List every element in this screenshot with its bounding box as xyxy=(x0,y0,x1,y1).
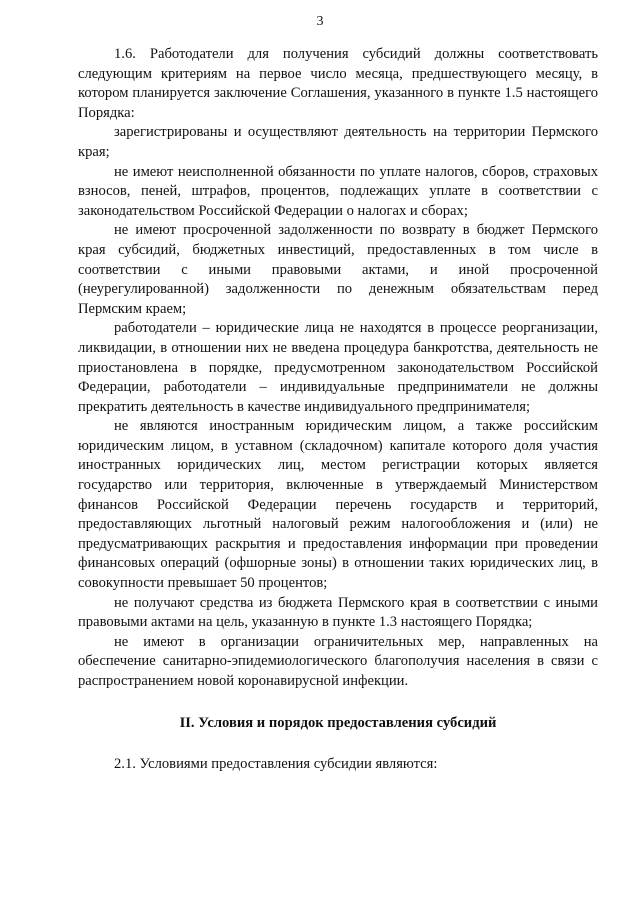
document-body xyxy=(78,45,598,775)
criterion-no-tax-debt: не имеют неисполненной обязанности по уплате налогов, сборов, страховых взносов, пеней, штрафов, процентов, подлежащих уплате в соответствии с законодательством Российской Федерации о налогах и сборах; xyxy=(78,163,598,219)
criterion-no-overdue-debt: не имеют просроченной задолженности по возврату в бюджет Пермского края субсидий, бюджетных инвестиций, предоставленных в том числе в соответствии с иными правовыми актами, и иной просроченной (неурегулированной) задолженности по денежным обязательствам перед Пермским краем; xyxy=(78,222,598,317)
criterion-no-other-funding: не получают средства из бюджета Пермского края в соответствии с иными правовыми актами на цель, указанную в пункте 1.3 настоящего Порядка; xyxy=(78,594,598,631)
page-number: 3 xyxy=(316,14,324,29)
criterion-not-in-liquidation: работодатели – юридические лица не находятся в процессе реорганизации, ликвидации, в отношении них не введена процедура банкротства, деятельность не приостановлена в порядке, предусмотренном законодательством Российской Федерации, работодатели – индивидуальные предприниматели не должны прекратить деятельность в качестве индивидуального предпринимателя; xyxy=(78,320,598,415)
paragraph-2-1: 2.1. Условиями предоставления субсидии являются: xyxy=(114,756,438,773)
section-heading: II. Условия и порядок предоставления субсидий xyxy=(179,714,497,731)
criterion-no-restrictions: не имеют в организации ограничительных мер, направленных на обеспечение санитарно-эпидемиологического благополучия населения в связи с распространением новой коронавирусной инфекции. xyxy=(78,633,598,689)
criterion-not-foreign-entity: не являются иностранным юридическим лицом, а также российским юридическим лицом, в уставном (складочном) капитале которого доля участия иностранных юридических лиц, местом регистрации которых является государство или территория, включенные в утверждаемый Министерством финансов Российской Федерации перечень государств и территорий, предоставляющих льготный налоговый режим налогообложения и (или) не предусматривающих раскрытия и предоставления информации при проведении финансовых операций (офшорные зоны) в отношении таких юридических лиц, в совокупности превышает 50 процентов; xyxy=(78,418,598,592)
criterion-registered: зарегистрированы и осуществляют деятельность на территории Пермского края; xyxy=(78,124,598,160)
paragraph-1-6: 1.6. Работодатели для получения субсидий должны соответствовать следующим критериям на первое число месяца, предшествующего месяцу, в котором планируется заключение Соглашения, указанного в пункте 1.5 настоящего Порядка: xyxy=(78,46,598,121)
